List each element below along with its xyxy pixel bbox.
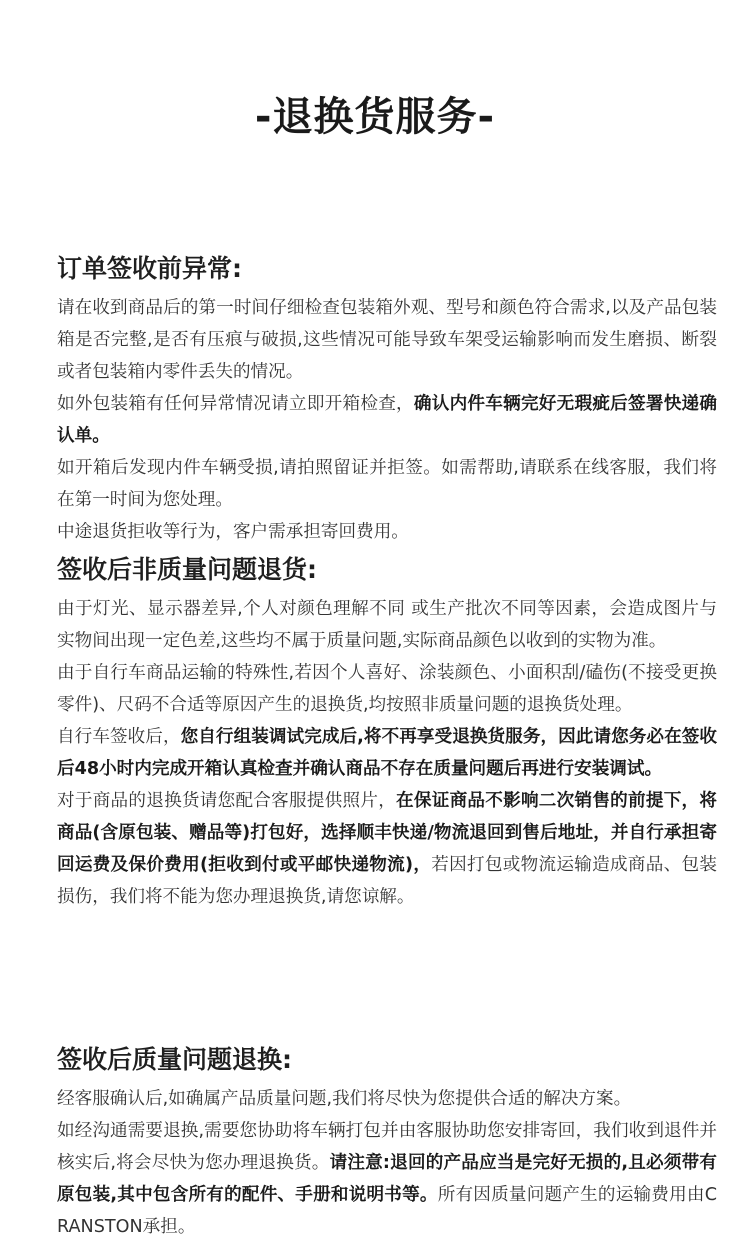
- emphasis-text: 请注意:退回的产品应当是完好无损的,且必须带有原包装,其中包含所有的配件、手册和说明书等。: [57, 1153, 717, 1205]
- emphasis-text: 在保证商品不影响二次销售的前提下，将商品(含原包装、赠品等)打包好，选择顺丰快递/物流退回到售后地址，并自行承担寄回运费及保价费用(拒收到付或平邮快递物流)，: [57, 791, 717, 875]
- text-segment: 请在收到商品后的第一时间仔细检查包装箱外观、型号和颜色符合需求,以及产品包装箱是否完整,是否有压痕与破损,这些情况可能导致车架受运输影响而发生磨损、断裂或者包装箱内零件丢失的情况。: [57, 298, 717, 382]
- text-segment: 如外包装箱有任何异常情况请立即开箱检查，: [57, 394, 414, 414]
- paragraph: [57, 657, 717, 721]
- paragraph: [57, 593, 717, 657]
- paragraph: [57, 388, 717, 452]
- emphasis-text: 确认内件车辆完好无瑕疵后签署快递确认单。: [57, 394, 717, 446]
- text-segment: 经客服确认后,如确属产品质量问题,我们将尽快为您提供合适的解决方案。: [57, 1089, 632, 1109]
- paragraph: [57, 1115, 717, 1243]
- text-segment: 如经沟通需要退换,需要您协助将车辆打包并由客服协助您安排寄回，我们收到退件并核实后,将会尽快为您办理退换货。: [57, 1121, 717, 1173]
- section-quality-exchanges: [57, 1043, 717, 1243]
- paragraph: [57, 516, 717, 548]
- paragraph: [57, 292, 717, 388]
- paragraph: [57, 785, 717, 913]
- paragraph: [57, 452, 717, 516]
- section-pre-delivery-issues: [57, 252, 717, 548]
- text-segment: 自行车签收后，: [57, 727, 181, 747]
- section-heading: 订单签收前异常:: [57, 254, 242, 283]
- section-heading: 签收后非质量问题退货:: [57, 555, 317, 584]
- text-segment: 若因打包或物流运输造成商品、包装损伤，我们将不能为您办理退换货,请您谅解。: [57, 855, 717, 907]
- text-segment: 由于自行车商品运输的特殊性,若因个人喜好、涂装颜色、小面积刮/磕伤(不接受更换零件)、尺码不合适等原因产生的退换货,均按照非质量问题的退换货处理。: [57, 663, 717, 715]
- page-title: -退换货服务-: [254, 93, 496, 140]
- paragraph: [57, 1083, 717, 1115]
- text-segment: 如开箱后发现内件车辆受损,请拍照留证并拒签。如需帮助,请联系在线客服，我们将在第一时间为您处理。: [57, 458, 717, 510]
- emphasis-text: 您自行组装调试完成后,将不再享受退换货服务，因此请您务必在签收后48小时内完成开箱认真检查并确认商品不存在质量问题后再进行安装调试。: [57, 727, 717, 779]
- text-segment: 由于灯光、显示器差异,个人对颜色理解不同 或生产批次不同等因素，会造成图片与实物间出现一定色差,这些均不属于质量问题,实际商品颜色以收到的实物为准。: [57, 599, 717, 651]
- text-segment: 所有因质量问题产生的运输费用由CRANSTON承担。: [57, 1185, 717, 1237]
- text-segment: 对于商品的退换货请您配合客服提供照片，: [57, 791, 397, 811]
- text-segment: 中途退货拒收等行为，客户需承担寄回费用。: [57, 522, 409, 542]
- paragraph: [57, 721, 717, 785]
- section-heading: 签收后质量问题退换:: [57, 1045, 292, 1074]
- section-non-quality-returns: [57, 553, 717, 913]
